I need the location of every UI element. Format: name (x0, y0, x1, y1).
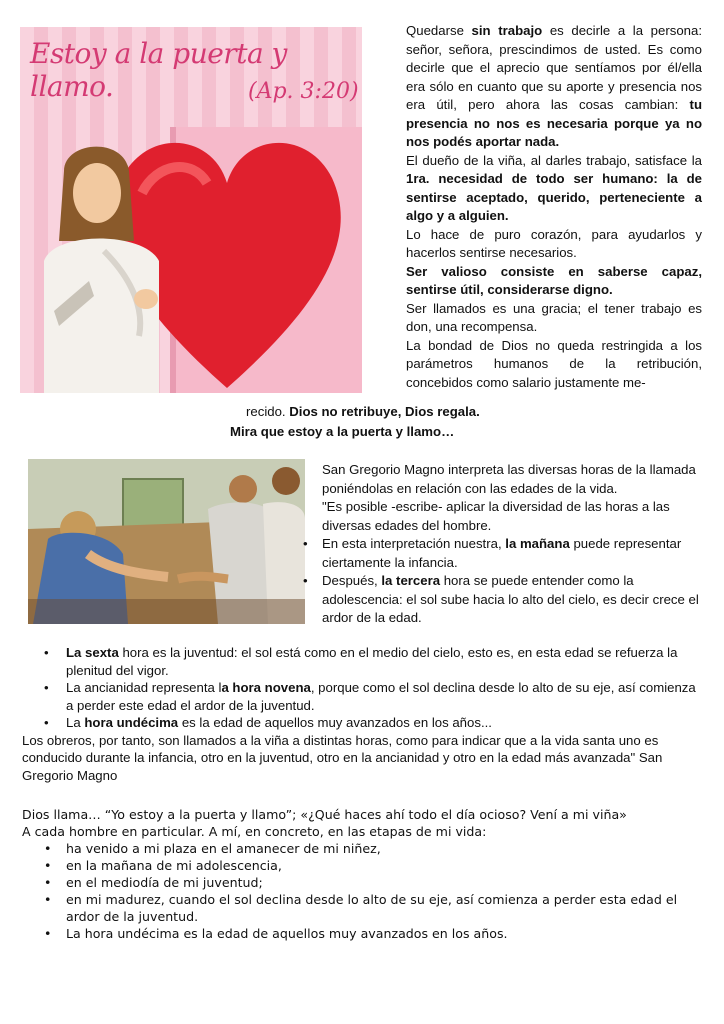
paragraph-gregorio-intro: San Gregorio Magno interpreta las diversas horas de la llamada poniéndolas en relación con las edades de la vida. (322, 462, 696, 496)
bold-text: hora undécima (84, 715, 179, 730)
list-item-text: en mi madurez, cuando el sol declina desde lo alto de su eje, así comienza a perder esta edad el ardor de la juventud. (66, 892, 678, 924)
text-run: En esta interpretación nuestra, (322, 536, 506, 551)
paragraph-bondad-end (246, 403, 480, 422)
text-run: El dueño de la viña, al darles trabajo, satisface la (406, 152, 702, 168)
list-item-text: en el mediodía de mi juventud; (66, 875, 263, 890)
text-run: Quedarse (406, 23, 472, 38)
list-item (22, 925, 702, 942)
list-item (22, 874, 702, 891)
list-item (303, 535, 702, 572)
text-run: , porque como el sol declina desde lo alto de su eje, así comienza a perder este edad el ardor de la juventud. (66, 680, 696, 713)
final-text-block (22, 806, 702, 942)
paragraph-quote-start: "Es posible -escribe- aplicar la diversidad de las horas a las diversas edades del hombre. (322, 499, 670, 533)
bullet-icon: • (44, 892, 52, 907)
list-item-text (66, 645, 677, 678)
text-run: La ancianidad representa l (66, 680, 222, 695)
paragraph-sin-trabajo (406, 22, 702, 152)
hours-list-bottom (22, 644, 702, 732)
list-item (22, 840, 702, 857)
bold-text: a hora novena (221, 680, 311, 695)
bold-text: 1ra. necesidad de todo ser humano: la de sentirse aceptado, querido, perteneciente a algo y a alguien. (406, 171, 702, 223)
text-run: Después, (322, 573, 382, 588)
list-item (303, 572, 702, 628)
bullet-icon: • (44, 926, 52, 941)
bullet-icon: • (44, 715, 49, 730)
list-item (22, 857, 702, 874)
life-stages-list (22, 840, 702, 942)
text-run: La (66, 715, 85, 730)
list-item-text (66, 680, 696, 713)
list-item (22, 644, 702, 679)
vineyard-workers-illustration (28, 459, 305, 624)
bullet-icon: • (303, 536, 308, 551)
closing-line: Mira que estoy a la puerta y llamo… (230, 424, 455, 439)
jesus-heart-illustration (20, 27, 362, 393)
text-run: es decirle a la persona: señor, señora, prescindimos de usted. Es como decirle que el aprecio que sentíamos por él/ella era sólo en cuanto que su aporte y presencia nos era útil, pero ahora las cosas cambian: (406, 23, 703, 112)
lower-text-block (22, 644, 702, 784)
list-item-text (66, 715, 492, 730)
text-run: hora se puede entender como la adolescencia: el sol sube hacia lo alto del cielo, es decir crece el ardor de la edad. (322, 573, 699, 625)
text-run: puede representar ciertamente la infancia. (322, 536, 682, 570)
paragraph-ser-valioso: Ser valioso consiste en saberse capaz, sentirse útil, considerarse digno. (406, 263, 702, 297)
bold-text: la tercera (381, 573, 441, 588)
bullet-icon: • (303, 573, 308, 588)
bold-text: sin trabajo (471, 23, 543, 38)
top-text-column (406, 22, 702, 392)
list-item-text: La hora undécima es la edad de aquellos muy avanzados en los años. (66, 926, 508, 941)
paragraph-bondad-dios: La bondad de Dios no queda restringida a los parámetros humanos de la retribución, concebidos como salario justamente me- (406, 337, 702, 390)
bullet-icon: • (44, 680, 49, 695)
bullet-icon: • (44, 858, 52, 873)
bullet-icon: • (44, 645, 49, 660)
bold-text: La sexta (66, 645, 119, 660)
text-run: es la edad de aquellos muy avanzados en los años... (178, 715, 492, 730)
bold-text: la mañana (505, 536, 570, 551)
list-item (22, 891, 702, 925)
paragraph-ser-llamados: Ser llamados es una gracia; el tener trabajo es don, una recompensa. (406, 300, 702, 334)
paragraph-obreros: Los obreros, por tanto, son llamados a la viña a distintas horas, como para indicar que a la vida santa uno es conducido durante la infancia, otro en la juventud, otro en la ancianidad y otro en la edad más avanzada" San Gregorio Magno (22, 732, 663, 783)
paragraph-corazon: Lo hace de puro corazón, para ayudarlos y hacerlos sentirse necesarios. (406, 226, 702, 260)
list-item-text: ha venido a mi plaza en el amanecer de mi niñez, (66, 841, 381, 856)
paragraph-cada-hombre: A cada hombre en particular. A mí, en concreto, en las etapas de mi vida: (22, 824, 487, 839)
list-item (22, 714, 702, 732)
text-dios-regala: Dios no retribuye, Dios regala. (289, 404, 480, 419)
workers-scene (28, 459, 305, 624)
text-run: hora es la juventud: el sol está como en el medio del cielo, esto es, en esta edad se refuerza la plenitud del vigor. (66, 645, 678, 678)
text-recido: recido. (246, 404, 290, 419)
paragraph-dueno-vina (406, 152, 702, 226)
list-item (22, 679, 702, 714)
hours-list-top (303, 535, 702, 628)
jesus-figure (34, 131, 164, 393)
paragraph-dios-llama: Dios llama… “Yo estoy a la puerta y llamo”; «¿Qué haces ahí todo el día ocioso? Vení a mi viña» (22, 807, 627, 822)
bullet-icon: • (44, 841, 52, 856)
illustration-title: Estoy a la puerta y llamo. (30, 37, 287, 103)
middle-text-column (303, 461, 702, 628)
illustration-reference: (Ap. 3:20) (248, 79, 359, 104)
bullet-icon: • (44, 875, 52, 890)
bold-text: tu presencia no nos es necesaria porque ya no nos podés aportar nada. (406, 97, 702, 149)
list-item-text: en la mañana de mi adolescencia, (66, 858, 282, 873)
